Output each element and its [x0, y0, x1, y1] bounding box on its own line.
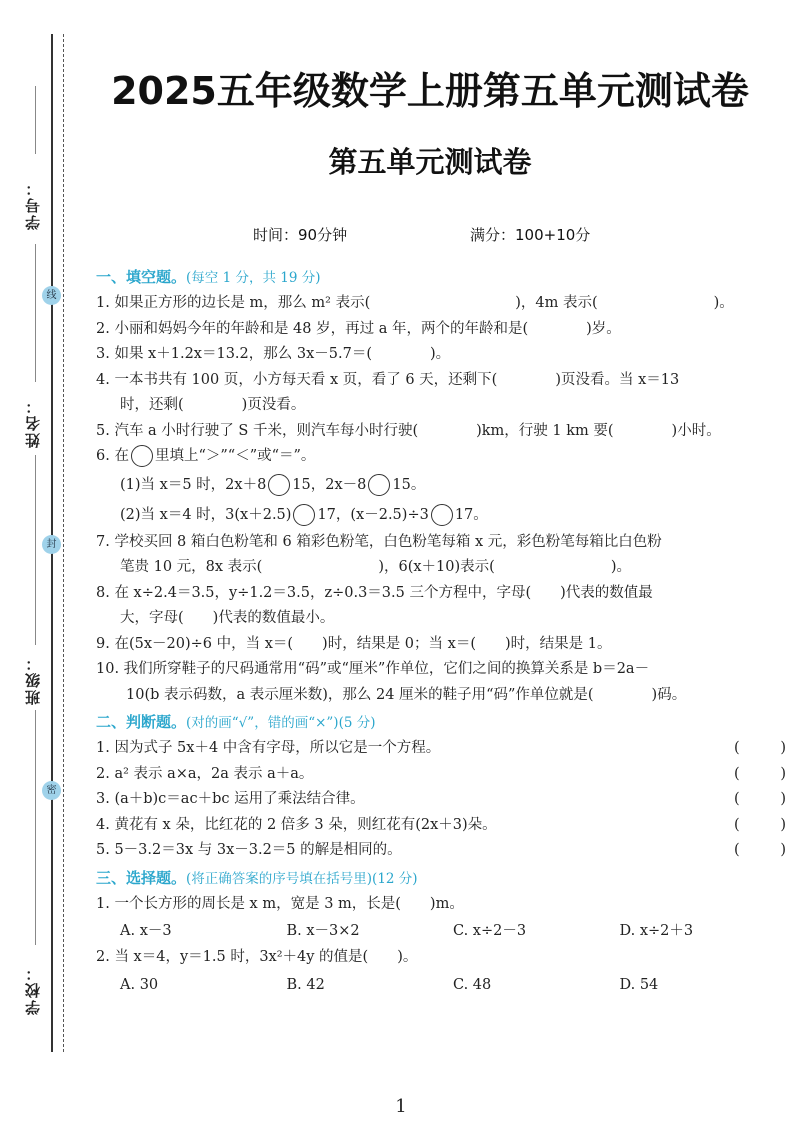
question-1-8-cont: 大，字母( )代表的数值最小。 — [120, 610, 335, 626]
page-number: 1 — [395, 1096, 407, 1117]
judge-answer-blank[interactable]: ( ) — [734, 816, 786, 833]
judge-text: 4. 黄花有 x 朵，比红花的 2 倍多 3 朵，则红花有(2x＋3)朵。 — [96, 816, 497, 833]
question-1-4-cont: 时，还剩( )页没看。 — [120, 397, 306, 413]
section-note: (将正确答案的序号填在括号里)(12 分) — [186, 870, 418, 887]
q6-1-text-b: 15，2x－8 — [292, 476, 367, 493]
judge-question-5 — [96, 838, 786, 864]
q6-1-text-c: 15。 — [392, 476, 426, 493]
q6-2-text-b: 17，(x－2.5)÷3 — [317, 506, 429, 523]
class-label: 班级： — [24, 654, 42, 705]
question-1-6-2 — [96, 500, 786, 530]
option-c[interactable]: C. x÷2－3 — [453, 923, 527, 939]
seal-secret-icon: 密 — [42, 781, 61, 800]
option-a[interactable]: A. 30 — [120, 976, 159, 993]
compare-circle-blank[interactable] — [268, 474, 290, 496]
judge-text: 2. a² 表示 a×a，2a 表示 a＋a。 — [96, 765, 314, 782]
compare-circle-blank[interactable] — [293, 504, 315, 526]
section-choice-title — [96, 866, 786, 892]
judge-answer-blank[interactable]: ( ) — [734, 765, 786, 782]
seal-line-icon: 线 — [42, 286, 61, 305]
question-1-1: 1. 如果正方形的边长是 m，那么 m² 表示( )，4m 表示( )。 — [96, 295, 734, 311]
choice-question-1: 1. 一个长方形的周长是 x m，宽是 3 m，长是( )m。 — [96, 895, 464, 912]
judge-question-4 — [96, 813, 786, 839]
exam-full-score: 满分：100+10分 — [470, 226, 591, 244]
q6-2-text-c: 17。 — [454, 506, 488, 523]
section-note: (对的画“√”，错的画“×”)(5 分) — [186, 715, 376, 731]
page-title: 2025五年级数学上册第五单元测试卷 — [111, 69, 749, 113]
option-a[interactable]: A. x－3 — [120, 923, 172, 939]
judge-text: 3. (a＋b)c＝ac＋bc 运用了乘法结合律。 — [96, 791, 365, 807]
q6-1-text-a: (1)当 x＝5 时，2x＋8 — [120, 476, 267, 493]
judge-question-3 — [96, 787, 786, 813]
question-1-4: 4. 一本书共有 100 页，小方每天看 x 页，看了 6 天，还剩下( )页没看。当 x＝13 — [96, 371, 680, 388]
question-1-6-1 — [96, 470, 786, 500]
q6-text-b: 里填上“＞”“＜”或“＝”。 — [154, 448, 316, 464]
question-1-6 — [96, 444, 786, 470]
judge-question-2 — [96, 762, 786, 788]
q6-text-a: 6. 在 — [96, 448, 129, 464]
exam-time: 时间：90分钟 — [253, 226, 348, 244]
q6-2-text-a: (2)当 x＝4 时，3(x＋2.5) — [120, 506, 292, 523]
page-subtitle: 第五单元测试卷 — [328, 145, 532, 179]
question-1-7-cont: 笔贵 10 元，8x 表示( )，6(x＋10)表示( )。 — [120, 559, 631, 575]
student-id-blank-lower[interactable] — [35, 244, 36, 382]
compare-circle-icon — [131, 445, 153, 467]
choice-options-2 — [96, 971, 786, 999]
section-title-text: 三、选择题。 — [96, 868, 187, 887]
section-note: (每空 1 分，共 19 分) — [186, 270, 321, 286]
compare-circle-blank[interactable] — [431, 504, 453, 526]
option-d[interactable]: D. 54 — [619, 976, 659, 993]
student-id-label: 学号： — [24, 179, 42, 230]
choice-question-2: 2. 当 x＝4，y＝1.5 时，3x²＋4y 的值是( )。 — [96, 949, 418, 965]
judge-answer-blank[interactable]: ( ) — [734, 842, 786, 858]
question-1-7: 7. 学校买回 8 箱白色粉笔和 6 箱彩色粉笔，白色粉笔每箱 x 元，彩色粉笔每箱比白色粉 — [96, 533, 662, 550]
question-1-2: 2. 小丽和妈妈今年的年龄和是 48 岁，再过 a 年，两个的年龄和是( )岁。 — [96, 320, 621, 337]
question-1-10-cont: 10(b 表示码数，a 表示厘米数)，那么 24 厘米的鞋子用“码”作单位就是( )码。 — [126, 686, 687, 703]
section-judge-title — [96, 710, 786, 736]
question-1-10: 10. 我们所穿鞋子的尺码通常用“码”或“厘米”作单位，它们之间的换算关系是 b＝2a－ — [96, 661, 650, 677]
judge-answer-blank[interactable]: ( ) — [734, 740, 786, 756]
name-label: 姓名： — [24, 397, 42, 448]
class-blank[interactable] — [35, 710, 36, 945]
question-1-5: 5. 汽车 a 小时行驶了 S 千米，则汽车每小时行驶( )km，行驶 1 km 要( )小时。 — [96, 422, 721, 439]
question-1-9: 9. 在(5x－20)÷6 中，当 x＝( )时，结果是 0；当 x＝( )时，结果是 1。 — [96, 635, 612, 652]
option-b[interactable]: B. 42 — [286, 976, 325, 993]
option-b[interactable]: B. x－3×2 — [286, 923, 360, 939]
question-1-3: 3. 如果 x＋1.2x＝13.2，那么 3x－5.7＝( )。 — [96, 346, 451, 362]
judge-text: 1. 因为式子 5x＋4 中含有字母，所以它是一个方程。 — [96, 740, 441, 756]
section-fill-blank-title — [96, 265, 786, 291]
question-1-8: 8. 在 x÷2.4＝3.5，y÷1.2＝3.5，z÷0.3＝3.5 三个方程中，字母( )代表的数值最 — [96, 584, 653, 601]
section-title-text: 一、填空题。 — [96, 268, 187, 286]
exam-content — [96, 265, 786, 999]
judge-answer-blank[interactable]: ( ) — [734, 791, 786, 807]
compare-circle-blank[interactable] — [368, 474, 390, 496]
seal-seal-icon: 封 — [42, 535, 61, 554]
option-d[interactable]: D. x÷2＋3 — [619, 923, 694, 939]
option-c[interactable]: C. 48 — [453, 976, 492, 993]
judge-question-1 — [96, 736, 786, 762]
judge-text: 5. 5－3.2＝3x 与 3x－3.2＝5 的解是相同的。 — [96, 842, 402, 858]
choice-options-1 — [96, 917, 786, 945]
school-label: 学校： — [24, 964, 42, 1015]
name-blank[interactable] — [35, 455, 36, 645]
binding-dashed-line — [63, 34, 64, 1052]
section-title-text: 二、判断题。 — [96, 713, 187, 731]
